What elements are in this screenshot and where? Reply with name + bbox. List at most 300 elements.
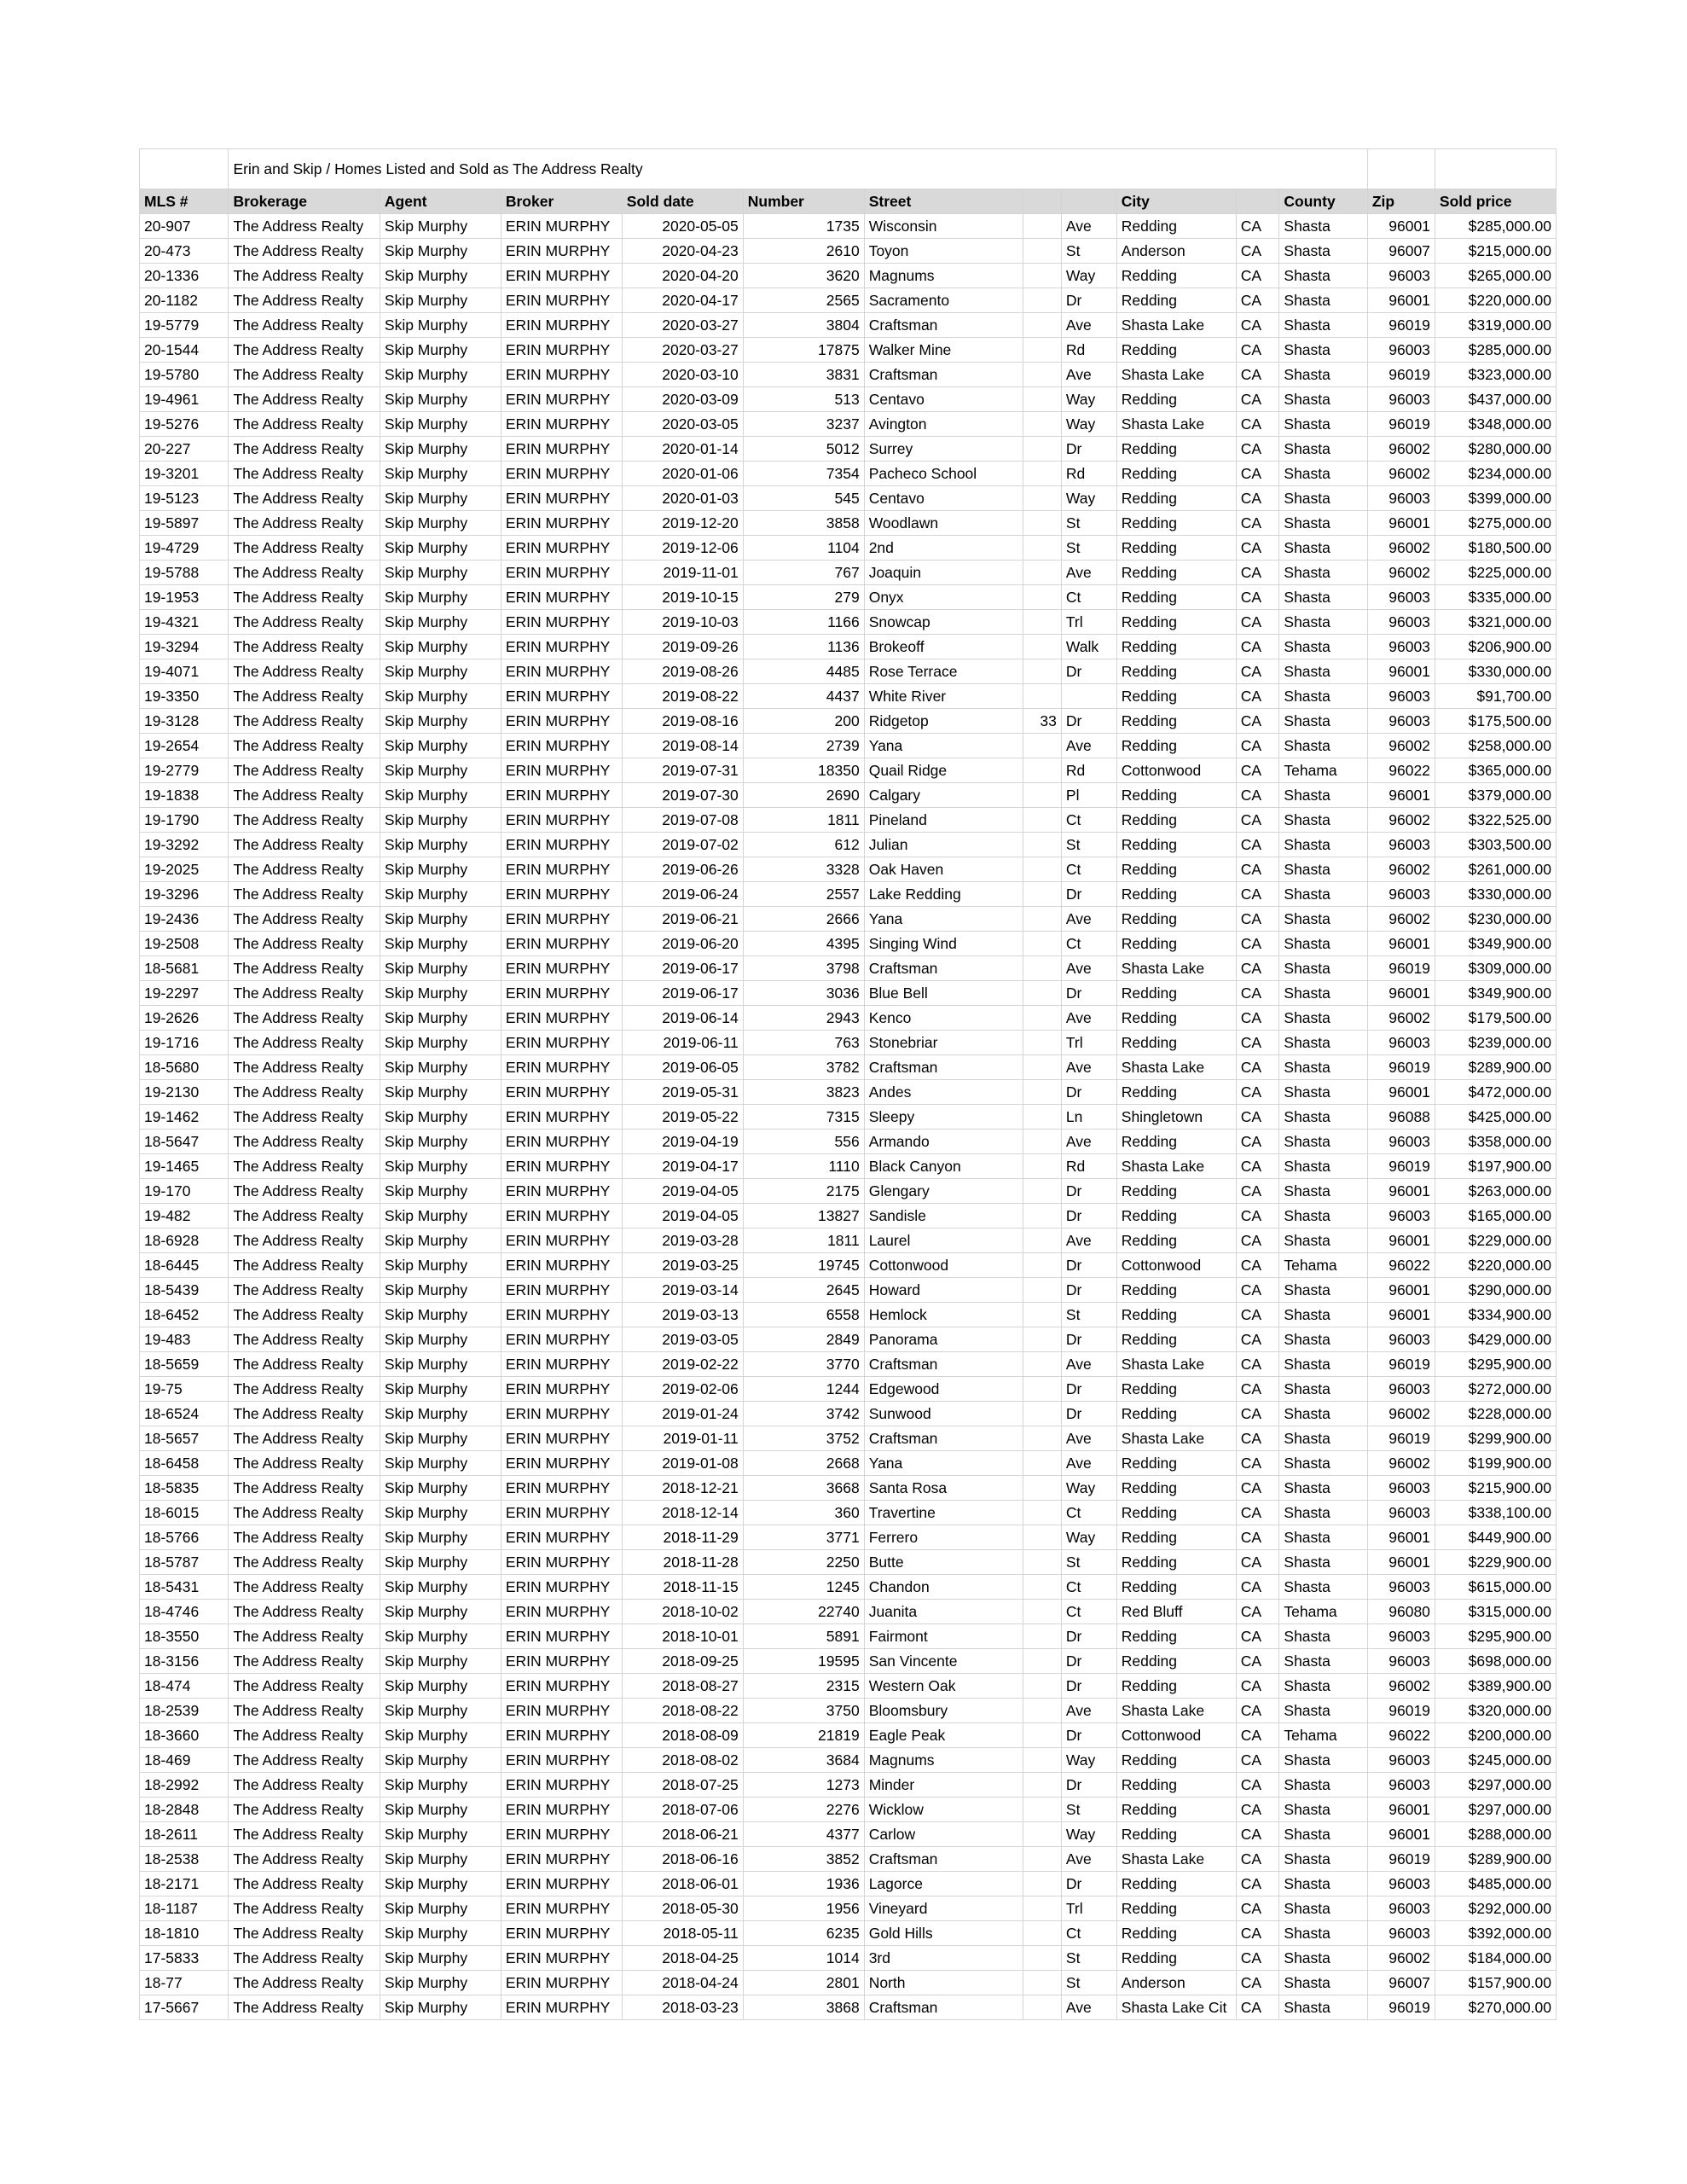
cell-zip: 96003 [1367, 1501, 1435, 1525]
cell-mls: 18-5766 [140, 1525, 229, 1550]
cell-number: 2610 [743, 239, 864, 264]
cell-county: Shasta [1279, 1278, 1367, 1303]
table-row [140, 288, 1557, 313]
cell-state: CA [1236, 1550, 1279, 1575]
cell-number: 2175 [743, 1179, 864, 1204]
cell-sold-price: $330,000.00 [1435, 659, 1556, 684]
cell-broker: ERIN MURPHY [501, 264, 622, 288]
cell-broker: ERIN MURPHY [501, 1822, 622, 1847]
cell-zip: 96019 [1367, 956, 1435, 981]
cell-brokerage: The Address Realty [229, 585, 380, 610]
cell-zip: 96001 [1367, 214, 1435, 239]
cell-sold-date: 2020-05-05 [622, 214, 743, 239]
cell-agent: Skip Murphy [380, 1674, 501, 1699]
cell-street: Fairmont [864, 1624, 1023, 1649]
cell-city: Redding [1116, 783, 1236, 808]
cell-agent: Skip Murphy [380, 313, 501, 338]
cell-sold-date: 2020-03-27 [622, 338, 743, 363]
cell-state: CA [1236, 907, 1279, 932]
cell-county: Shasta [1279, 1228, 1367, 1253]
cell-street: Sacramento [864, 288, 1023, 313]
cell-agent: Skip Murphy [380, 1426, 501, 1451]
table-row [140, 1278, 1557, 1303]
cell-unit [1023, 1896, 1062, 1921]
cell-broker: ERIN MURPHY [501, 313, 622, 338]
cell-city: Redding [1116, 659, 1236, 684]
cell-city: Redding [1116, 1377, 1236, 1402]
cell-suffix: St [1061, 1971, 1116, 1995]
cell-state: CA [1236, 1228, 1279, 1253]
cell-city: Shasta Lake [1116, 1154, 1236, 1179]
table-row [140, 684, 1557, 709]
cell-state: CA [1236, 1575, 1279, 1600]
cell-number: 4395 [743, 932, 864, 956]
cell-state: CA [1236, 511, 1279, 536]
cell-sold-price: $399,000.00 [1435, 486, 1556, 511]
cell-agent: Skip Murphy [380, 264, 501, 288]
cell-mls: 20-1544 [140, 338, 229, 363]
cell-mls: 19-5123 [140, 486, 229, 511]
cell-zip: 96002 [1367, 536, 1435, 561]
table-row [140, 338, 1557, 363]
cell-sold-price: $389,900.00 [1435, 1674, 1556, 1699]
col-header-street: Street [864, 189, 1023, 214]
cell-mls: 19-5779 [140, 313, 229, 338]
cell-zip: 96002 [1367, 734, 1435, 758]
cell-mls: 19-4961 [140, 387, 229, 412]
cell-city: Shasta Lake [1116, 1352, 1236, 1377]
cell-city: Redding [1116, 1624, 1236, 1649]
cell-city: Redding [1116, 610, 1236, 635]
cell-broker: ERIN MURPHY [501, 833, 622, 857]
cell-number: 1735 [743, 214, 864, 239]
cell-zip: 96003 [1367, 1896, 1435, 1921]
cell-county: Shasta [1279, 239, 1367, 264]
cell-street: Glengary [864, 1179, 1023, 1204]
cell-mls: 19-170 [140, 1179, 229, 1204]
cell-mls: 18-3156 [140, 1649, 229, 1674]
cell-suffix: Dr [1061, 437, 1116, 462]
cell-street: Magnums [864, 1748, 1023, 1773]
cell-street: Western Oak [864, 1674, 1023, 1699]
cell-zip: 96002 [1367, 437, 1435, 462]
cell-number: 3771 [743, 1525, 864, 1550]
table-row [140, 709, 1557, 734]
cell-suffix: Dr [1061, 1080, 1116, 1105]
cell-mls: 18-6928 [140, 1228, 229, 1253]
cell-sold-date: 2018-07-06 [622, 1798, 743, 1822]
table-row [140, 1723, 1557, 1748]
cell-suffix: St [1061, 511, 1116, 536]
cell-agent: Skip Murphy [380, 684, 501, 709]
cell-number: 1104 [743, 536, 864, 561]
cell-agent: Skip Murphy [380, 1624, 501, 1649]
cell-sold-price: $265,000.00 [1435, 264, 1556, 288]
cell-state: CA [1236, 437, 1279, 462]
cell-agent: Skip Murphy [380, 808, 501, 833]
cell-county: Shasta [1279, 387, 1367, 412]
table-row [140, 1872, 1557, 1896]
cell-broker: ERIN MURPHY [501, 387, 622, 412]
cell-sold-price: $290,000.00 [1435, 1278, 1556, 1303]
table-row [140, 1847, 1557, 1872]
cell-brokerage: The Address Realty [229, 857, 380, 882]
cell-unit [1023, 956, 1062, 981]
cell-state: CA [1236, 536, 1279, 561]
cell-brokerage: The Address Realty [229, 1575, 380, 1600]
cell-sold-date: 2020-04-17 [622, 288, 743, 313]
cell-brokerage: The Address Realty [229, 1798, 380, 1822]
cell-number: 1166 [743, 610, 864, 635]
cell-mls: 19-5897 [140, 511, 229, 536]
cell-street: Craftsman [864, 1055, 1023, 1080]
cell-sold-price: $299,900.00 [1435, 1426, 1556, 1451]
cell-brokerage: The Address Realty [229, 1352, 380, 1377]
cell-unit [1023, 1847, 1062, 1872]
cell-sold-date: 2019-07-31 [622, 758, 743, 783]
cell-street: Lake Redding [864, 882, 1023, 907]
cell-zip: 96003 [1367, 1031, 1435, 1055]
cell-city: Redding [1116, 635, 1236, 659]
cell-unit [1023, 1253, 1062, 1278]
cell-brokerage: The Address Realty [229, 511, 380, 536]
cell-county: Shasta [1279, 659, 1367, 684]
cell-street: Pacheco School [864, 462, 1023, 486]
cell-zip: 96003 [1367, 338, 1435, 363]
cell-agent: Skip Murphy [380, 1377, 501, 1402]
cell-sold-price: $429,000.00 [1435, 1327, 1556, 1352]
table-row [140, 882, 1557, 907]
cell-street: Pineland [864, 808, 1023, 833]
cell-sold-price: $349,900.00 [1435, 981, 1556, 1006]
cell-zip: 96003 [1367, 1748, 1435, 1773]
cell-agent: Skip Murphy [380, 833, 501, 857]
cell-state: CA [1236, 1402, 1279, 1426]
cell-state: CA [1236, 1773, 1279, 1798]
cell-brokerage: The Address Realty [229, 734, 380, 758]
col-header-state [1236, 189, 1279, 214]
cell-zip: 96003 [1367, 1327, 1435, 1352]
cell-county: Shasta [1279, 1179, 1367, 1204]
cell-agent: Skip Murphy [380, 1303, 501, 1327]
cell-street: Eagle Peak [864, 1723, 1023, 1748]
cell-zip: 96002 [1367, 1674, 1435, 1699]
cell-street: Singing Wind [864, 932, 1023, 956]
cell-zip: 96002 [1367, 808, 1435, 833]
cell-brokerage: The Address Realty [229, 1228, 380, 1253]
cell-county: Shasta [1279, 1971, 1367, 1995]
cell-number: 6235 [743, 1921, 864, 1946]
cell-number: 5012 [743, 437, 864, 462]
cell-mls: 19-1716 [140, 1031, 229, 1055]
cell-mls: 18-6452 [140, 1303, 229, 1327]
cell-zip: 96001 [1367, 511, 1435, 536]
cell-unit [1023, 734, 1062, 758]
cell-county: Shasta [1279, 1822, 1367, 1847]
cell-state: CA [1236, 981, 1279, 1006]
cell-sold-price: $272,000.00 [1435, 1377, 1556, 1402]
cell-state: CA [1236, 1179, 1279, 1204]
cell-zip: 96001 [1367, 981, 1435, 1006]
cell-mls: 19-2779 [140, 758, 229, 783]
cell-mls: 19-2436 [140, 907, 229, 932]
cell-sold-price: $334,900.00 [1435, 1303, 1556, 1327]
cell-zip: 96019 [1367, 363, 1435, 387]
cell-state: CA [1236, 1278, 1279, 1303]
cell-county: Shasta [1279, 462, 1367, 486]
cell-brokerage: The Address Realty [229, 1154, 380, 1179]
table-row [140, 412, 1557, 437]
table-row [140, 1105, 1557, 1130]
cell-county: Shasta [1279, 1154, 1367, 1179]
cell-mls: 19-1838 [140, 783, 229, 808]
cell-unit [1023, 808, 1062, 833]
cell-street: Craftsman [864, 1995, 1023, 2020]
cell-suffix: Dr [1061, 709, 1116, 734]
cell-unit [1023, 1748, 1062, 1773]
table-row [140, 1773, 1557, 1798]
cell-brokerage: The Address Realty [229, 635, 380, 659]
cell-city: Shasta Lake [1116, 1699, 1236, 1723]
cell-unit [1023, 239, 1062, 264]
cell-suffix: St [1061, 1303, 1116, 1327]
cell-sold-price: $437,000.00 [1435, 387, 1556, 412]
cell-agent: Skip Murphy [380, 1080, 501, 1105]
cell-city: Redding [1116, 437, 1236, 462]
cell-number: 19595 [743, 1649, 864, 1674]
cell-zip: 96003 [1367, 1773, 1435, 1798]
table-row [140, 758, 1557, 783]
cell-mls: 18-5680 [140, 1055, 229, 1080]
cell-broker: ERIN MURPHY [501, 1649, 622, 1674]
cell-broker: ERIN MURPHY [501, 1501, 622, 1525]
cell-suffix: Ct [1061, 1921, 1116, 1946]
cell-unit [1023, 610, 1062, 635]
cell-sold-price: $358,000.00 [1435, 1130, 1556, 1154]
cell-sold-date: 2019-08-14 [622, 734, 743, 758]
cell-mls: 17-5833 [140, 1946, 229, 1971]
cell-number: 3798 [743, 956, 864, 981]
cell-city: Shasta Lake [1116, 1426, 1236, 1451]
cell-state: CA [1236, 1798, 1279, 1822]
cell-mls: 20-907 [140, 214, 229, 239]
cell-unit [1023, 1699, 1062, 1723]
cell-suffix: St [1061, 536, 1116, 561]
cell-broker: ERIN MURPHY [501, 1946, 622, 1971]
cell-suffix: Ave [1061, 1995, 1116, 2020]
cell-agent: Skip Murphy [380, 338, 501, 363]
cell-broker: ERIN MURPHY [501, 1130, 622, 1154]
cell-sold-date: 2019-02-06 [622, 1377, 743, 1402]
cell-sold-date: 2019-09-26 [622, 635, 743, 659]
cell-agent: Skip Murphy [380, 783, 501, 808]
cell-brokerage: The Address Realty [229, 412, 380, 437]
cell-agent: Skip Murphy [380, 1476, 501, 1501]
cell-county: Shasta [1279, 1031, 1367, 1055]
cell-unit [1023, 214, 1062, 239]
cell-number: 1136 [743, 635, 864, 659]
table-row [140, 1204, 1557, 1228]
cell-mls: 19-2025 [140, 857, 229, 882]
cell-city: Redding [1116, 1748, 1236, 1773]
cell-sold-price: $165,000.00 [1435, 1204, 1556, 1228]
cell-number: 4437 [743, 684, 864, 709]
cell-mls: 19-4729 [140, 536, 229, 561]
cell-broker: ERIN MURPHY [501, 1204, 622, 1228]
cell-mls: 19-3201 [140, 462, 229, 486]
cell-suffix: Ave [1061, 313, 1116, 338]
cell-street: Panorama [864, 1327, 1023, 1352]
cell-suffix: Ave [1061, 1055, 1116, 1080]
cell-sold-date: 2019-06-11 [622, 1031, 743, 1055]
cell-number: 21819 [743, 1723, 864, 1748]
cell-agent: Skip Murphy [380, 734, 501, 758]
cell-number: 4377 [743, 1822, 864, 1847]
cell-county: Shasta [1279, 907, 1367, 932]
cell-suffix: Ave [1061, 1228, 1116, 1253]
cell-sold-price: $229,900.00 [1435, 1550, 1556, 1575]
cell-number: 763 [743, 1031, 864, 1055]
cell-county: Shasta [1279, 561, 1367, 585]
cell-county: Shasta [1279, 363, 1367, 387]
cell-county: Shasta [1279, 288, 1367, 313]
cell-suffix: Ave [1061, 1699, 1116, 1723]
cell-sold-price: $245,000.00 [1435, 1748, 1556, 1773]
cell-sold-date: 2019-07-02 [622, 833, 743, 857]
cell-city: Redding [1116, 1575, 1236, 1600]
cell-number: 1811 [743, 808, 864, 833]
table-row [140, 734, 1557, 758]
cell-zip: 96019 [1367, 1995, 1435, 2020]
cell-street: Chandon [864, 1575, 1023, 1600]
cell-county: Shasta [1279, 709, 1367, 734]
cell-street: Rose Terrace [864, 659, 1023, 684]
table-row [140, 1600, 1557, 1624]
cell-city: Redding [1116, 387, 1236, 412]
cell-agent: Skip Murphy [380, 1327, 501, 1352]
cell-number: 200 [743, 709, 864, 734]
table-row [140, 1896, 1557, 1921]
cell-suffix: Way [1061, 486, 1116, 511]
cell-street: Hemlock [864, 1303, 1023, 1327]
cell-sold-price: $285,000.00 [1435, 214, 1556, 239]
cell-sold-price: $323,000.00 [1435, 363, 1556, 387]
cell-street: Centavo [864, 486, 1023, 511]
title-row [140, 149, 1557, 189]
cell-number: 1245 [743, 1575, 864, 1600]
cell-suffix: Ln [1061, 1105, 1116, 1130]
cell-number: 17875 [743, 338, 864, 363]
cell-unit [1023, 1822, 1062, 1847]
cell-state: CA [1236, 1031, 1279, 1055]
cell-county: Shasta [1279, 1105, 1367, 1130]
cell-zip: 96019 [1367, 1426, 1435, 1451]
cell-brokerage: The Address Realty [229, 1847, 380, 1872]
cell-broker: ERIN MURPHY [501, 1847, 622, 1872]
cell-city: Redding [1116, 288, 1236, 313]
cell-mls: 18-1187 [140, 1896, 229, 1921]
cell-zip: 96003 [1367, 486, 1435, 511]
cell-unit [1023, 437, 1062, 462]
cell-brokerage: The Address Realty [229, 1476, 380, 1501]
table-row [140, 1995, 1557, 2020]
cell-agent: Skip Murphy [380, 561, 501, 585]
cell-broker: ERIN MURPHY [501, 214, 622, 239]
table-row [140, 833, 1557, 857]
cell-sold-price: $338,100.00 [1435, 1501, 1556, 1525]
cell-unit [1023, 907, 1062, 932]
cell-broker: ERIN MURPHY [501, 1303, 622, 1327]
cell-suffix: Way [1061, 1822, 1116, 1847]
cell-brokerage: The Address Realty [229, 288, 380, 313]
cell-number: 2250 [743, 1550, 864, 1575]
cell-agent: Skip Murphy [380, 585, 501, 610]
cell-suffix: Rd [1061, 338, 1116, 363]
cell-zip: 96001 [1367, 1822, 1435, 1847]
cell-county: Shasta [1279, 437, 1367, 462]
cell-agent: Skip Murphy [380, 709, 501, 734]
cell-city: Redding [1116, 462, 1236, 486]
cell-unit [1023, 684, 1062, 709]
cell-street: Brokeoff [864, 635, 1023, 659]
cell-zip: 96003 [1367, 1377, 1435, 1402]
cell-suffix: Dr [1061, 981, 1116, 1006]
cell-street: Bloomsbury [864, 1699, 1023, 1723]
cell-mls: 19-482 [140, 1204, 229, 1228]
cell-broker: ERIN MURPHY [501, 1748, 622, 1773]
cell-zip: 96007 [1367, 1971, 1435, 1995]
cell-city: Redding [1116, 536, 1236, 561]
cell-suffix: Trl [1061, 1031, 1116, 1055]
cell-broker: ERIN MURPHY [501, 1278, 622, 1303]
cell-sold-price: $330,000.00 [1435, 882, 1556, 907]
cell-number: 22740 [743, 1600, 864, 1624]
cell-agent: Skip Murphy [380, 1995, 501, 2020]
cell-street: Edgewood [864, 1377, 1023, 1402]
cell-sold-date: 2019-01-08 [622, 1451, 743, 1476]
cell-suffix: Way [1061, 1748, 1116, 1773]
cell-suffix: Ave [1061, 1006, 1116, 1031]
cell-broker: ERIN MURPHY [501, 783, 622, 808]
cell-state: CA [1236, 561, 1279, 585]
cell-broker: ERIN MURPHY [501, 561, 622, 585]
cell-agent: Skip Murphy [380, 659, 501, 684]
cell-unit [1023, 387, 1062, 412]
col-header-sold-price: Sold price [1435, 189, 1556, 214]
cell-street: Wicklow [864, 1798, 1023, 1822]
cell-number: 2849 [743, 1327, 864, 1352]
cell-suffix: Ct [1061, 932, 1116, 956]
cell-sold-price: $698,000.00 [1435, 1649, 1556, 1674]
cell-county: Shasta [1279, 808, 1367, 833]
cell-mls: 18-77 [140, 1971, 229, 1995]
cell-suffix: Ct [1061, 585, 1116, 610]
cell-sold-price: $157,900.00 [1435, 1971, 1556, 1995]
table-row [140, 1822, 1557, 1847]
cell-mls: 18-5647 [140, 1130, 229, 1154]
cell-number: 3868 [743, 1995, 864, 2020]
cell-number: 3823 [743, 1080, 864, 1105]
cell-brokerage: The Address Realty [229, 1921, 380, 1946]
cell-sold-date: 2019-06-17 [622, 956, 743, 981]
cell-unit [1023, 1426, 1062, 1451]
cell-county: Shasta [1279, 1476, 1367, 1501]
cell-brokerage: The Address Realty [229, 1327, 380, 1352]
cell-county: Shasta [1279, 1377, 1367, 1402]
cell-city: Redding [1116, 1402, 1236, 1426]
cell-sold-price: $91,700.00 [1435, 684, 1556, 709]
cell-sold-price: $349,900.00 [1435, 932, 1556, 956]
